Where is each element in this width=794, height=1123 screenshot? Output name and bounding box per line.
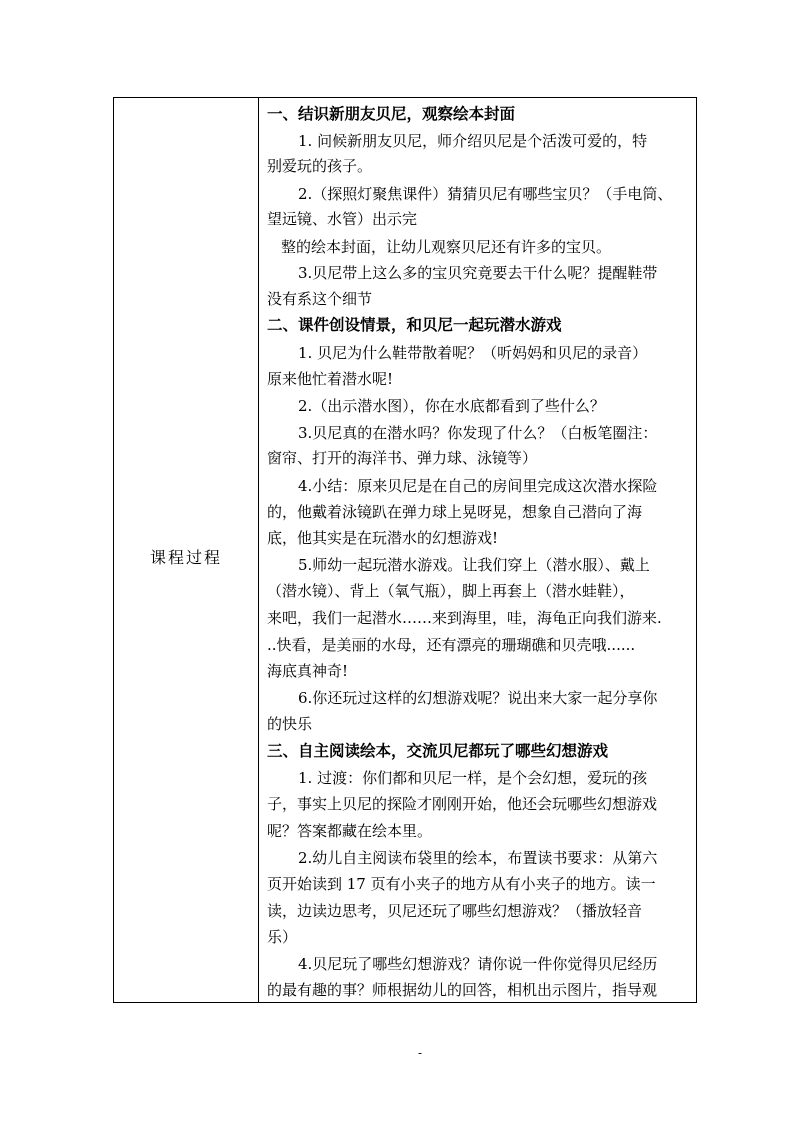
text-line: 窗帘、打开的海洋书、弹力球、泳镜等） [267, 449, 538, 467]
text-line: 的最有趣的事？师根据幼儿的回答，相机出示图片，指导观 [267, 981, 658, 999]
text-line: 整的绘本封面，让幼儿观察贝尼还有许多的宝贝。 [281, 238, 612, 256]
text-line: 子，事实上贝尼的探险才刚刚开始，他还会玩哪些幻想游戏 [267, 795, 658, 813]
text-line: 5.师幼一起玩潜水游戏。让我们穿上（潜水服）、戴上 [298, 556, 650, 574]
text-line: 原来他忙着潜水呢! [267, 370, 394, 388]
text-line: 的快乐 [267, 715, 313, 733]
lesson-table [113, 97, 697, 1003]
text-line: 2.（出示潜水图），你在水底都看到了些什么？ [298, 397, 605, 415]
text-line: 底，他其实是在玩潜水的幻想游戏! [267, 529, 499, 547]
text-line: 的，他戴着泳镜趴在弹力球上晃呀晃，想象自己潜向了海 [267, 503, 643, 521]
section-label: 课程过程 [149, 548, 222, 567]
section-heading-1: 一、结识新朋友贝尼，观察绘本封面 [267, 104, 516, 123]
text-line: 4.贝尼玩了哪些幻想游戏？请你说一件你觉得贝尼经历 [298, 955, 658, 973]
text-line: 读，边读边思考，贝尼还玩了哪些幻想游戏？（播放轻音 [267, 902, 643, 920]
text-line: 3.贝尼带上这么多的宝贝究竟要去干什么呢？提醒鞋带 [298, 264, 658, 282]
text-line: 望远镜、水管）出示完 [267, 210, 418, 228]
text-line: 4.小结：原来贝尼是在自己的房间里完成这次潜水探险 [298, 477, 658, 495]
label-cell [114, 98, 259, 1002]
text-line: 海底真神奇! [267, 662, 349, 680]
text-line: 页开始读到 17 页有小夹子的地方从有小夹子的地方。读一 [267, 875, 656, 893]
text-line: 2.（探照灯聚焦课件）猜猜贝尼有哪些宝贝？（手电筒、 [298, 185, 673, 203]
text-line: （潜水镜）、背上（氧气瓶），脚上再套上（潜水蛙鞋）， [267, 582, 635, 600]
text-line: ..快看，是美丽的水母，还有漂亮的珊瑚礁和贝壳哦...... [267, 636, 636, 654]
text-line: 没有系这个细节 [267, 290, 373, 308]
section-heading-3: 三、自主阅读绘本，交流贝尼都玩了哪些幻想游戏 [267, 741, 609, 760]
text-line: 呢？答案都藏在绘本里。 [267, 822, 433, 840]
text-line: 3.贝尼真的在潜水吗？你发现了什么？（白板笔圈注： [298, 424, 658, 442]
text-line: 2.幼儿自主阅读布袋里的绘本，布置读书要求：从第六 [298, 849, 658, 867]
text-line: 6.你还玩过这样的幻想游戏呢？说出来大家一起分享你 [298, 689, 658, 707]
page-footer-mark: - [418, 1046, 423, 1060]
text-line: 乐） [267, 928, 298, 946]
text-line: 1. 问候新朋友贝尼，师介绍贝尼是个活泼可爱的，特 [298, 132, 648, 150]
text-line: 1. 贝尼为什么鞋带散着呢？（听妈妈和贝尼的录音） [298, 344, 648, 362]
text-line: 1. 过渡：你们都和贝尼一样，是个会幻想，爱玩的孩 [298, 769, 648, 787]
section-heading-2: 二、课件创设情景，和贝尼一起玩潜水游戏 [267, 315, 562, 334]
text-line: 来吧，我们一起潜水……来到海里，哇，海龟正向我们游来. [267, 609, 662, 627]
text-line: 别爱玩的孩子。 [267, 157, 373, 175]
